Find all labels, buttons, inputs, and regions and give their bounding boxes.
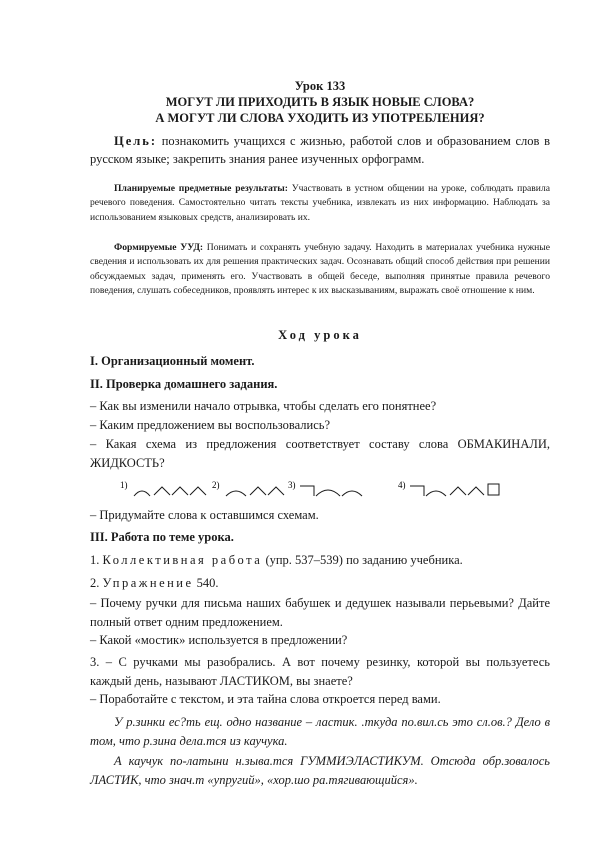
scheme-4 (398, 480, 499, 496)
lesson-number: Урок 133 (294, 79, 346, 93)
question-4: – Придумайте слова к оставшимся схемам. (90, 508, 319, 522)
scheme-1-prefix-arc (134, 491, 150, 496)
question-2: – Каким предложением вы воспользовались? (90, 418, 331, 432)
aim-text: познакомить учащихся с жизнью, работой слов и образованием слов в русском языке; закрепить знания ранее изученных орфограмм. (90, 134, 550, 166)
course-heading: Ход урока (278, 328, 362, 342)
aim-label: Цель: (114, 134, 158, 148)
scheme-1 (120, 480, 206, 496)
scheme-3-label: 3) (288, 480, 296, 490)
scheme-4-root-arc (426, 491, 446, 496)
item-2-title: Упражнение (102, 576, 194, 590)
lesson-aim (90, 132, 550, 168)
scheme-4-suffix-marks (450, 487, 484, 495)
planned-label: Планируемые предметные результаты: (114, 183, 288, 194)
question-7: 3. – С ручками мы разобрались. А вот почему резинку, которой вы пользуетесь каждый день, называют ЛАСТИКОМ, вы знаете? (90, 655, 550, 688)
uud (90, 241, 550, 299)
uud-label: Формируемые УУД: (114, 242, 204, 253)
question-5: – Почему ручки для письма наших бабушек и дедушек называли перьевыми? Дайте полный ответ одним предложением. (90, 596, 550, 629)
question-6: – Какой «мостик» используется в предложении? (90, 633, 348, 647)
exercise-text-2: А каучук по-латыни н.зыва.тся ГУММИЭЛАСТИКУМ. Отсюда обр.зовалось ЛАСТИК, что знач.т «упругий», «хор.шо ра.тягивающийся». (90, 754, 550, 787)
section-organization: I. Организационный момент. (90, 354, 255, 368)
item-1-number: 1. (90, 553, 103, 567)
item-1-rest: (упр. 537–539) по заданию учебника. (262, 553, 463, 567)
section-homework: II. Проверка домашнего задания. (90, 377, 278, 391)
section-main-work: III. Работа по теме урока. (90, 530, 234, 544)
scheme-2-suffix-marks (250, 487, 284, 495)
scheme-2-label: 2) (212, 480, 220, 490)
scheme-2 (212, 480, 284, 496)
scheme-1-suffix-marks (154, 487, 206, 495)
scheme-4-label: 4) (398, 480, 406, 490)
scheme-4-prefix-mark (410, 486, 424, 496)
planned-results (90, 182, 550, 225)
question-8: – Поработайте с текстом, и эта тайна слова откроется перед вами. (90, 692, 441, 706)
question-1: – Как вы изменили начало отрывка, чтобы сделать его понятнее? (90, 399, 437, 413)
uud-text: Понимать и сохранять учебную задачу. Находить в материалах учебника нужные сведения и использовать их для решения практических задач. Осознавать общий способ действия при решении обсуждаемых задач, применять его. Участвовать в общей беседе, выполняя принятые правила речевого поведения, слушать собеседников, проявлять интерес к их высказываниям, выражать своё отношение к ним. (90, 242, 550, 297)
item-2-number: 2. (90, 576, 103, 590)
scheme-3-prefix-mark (300, 486, 314, 496)
lesson-title-line2: А МОГУТ ЛИ СЛОВА УХОДИТЬ ИЗ УПОТРЕБЛЕНИЯ? (155, 111, 485, 125)
scheme-3 (288, 480, 362, 496)
scheme-2-root-arc (226, 491, 246, 496)
scheme-1-label: 1) (120, 480, 128, 490)
item-1 (90, 551, 550, 570)
lesson-title-line1: МОГУТ ЛИ ПРИХОДИТЬ В ЯЗЫК НОВЫЕ СЛОВА? (165, 95, 475, 109)
word-schemes (120, 478, 520, 500)
question-3: – Какая схема из предложения соответствует составу слова ОБМАКИНАЛИ, ЖИДКОСТЬ? (90, 437, 550, 470)
scheme-4-ending-box (488, 484, 499, 495)
scheme-3-root-arcs (316, 490, 362, 496)
item-2 (90, 574, 550, 593)
planned-text: Участвовать в устном общении на уроке, соблюдать правила речевого поведения. Самостоятельно читать тексты учебника, извлекать из них информацию. Наблюдать за использованием языковых средств, анализировать их. (90, 183, 550, 223)
exercise-text-1: У р.зинки ес?ть ещ. одно название – ластик. .ткуда по.вил.сь это сл.ов.? Дело в том, что р.зина дела.тся из каучука. (90, 715, 550, 748)
item-1-title: Коллективная работа (102, 553, 263, 567)
item-2-rest: 540. (193, 576, 219, 590)
